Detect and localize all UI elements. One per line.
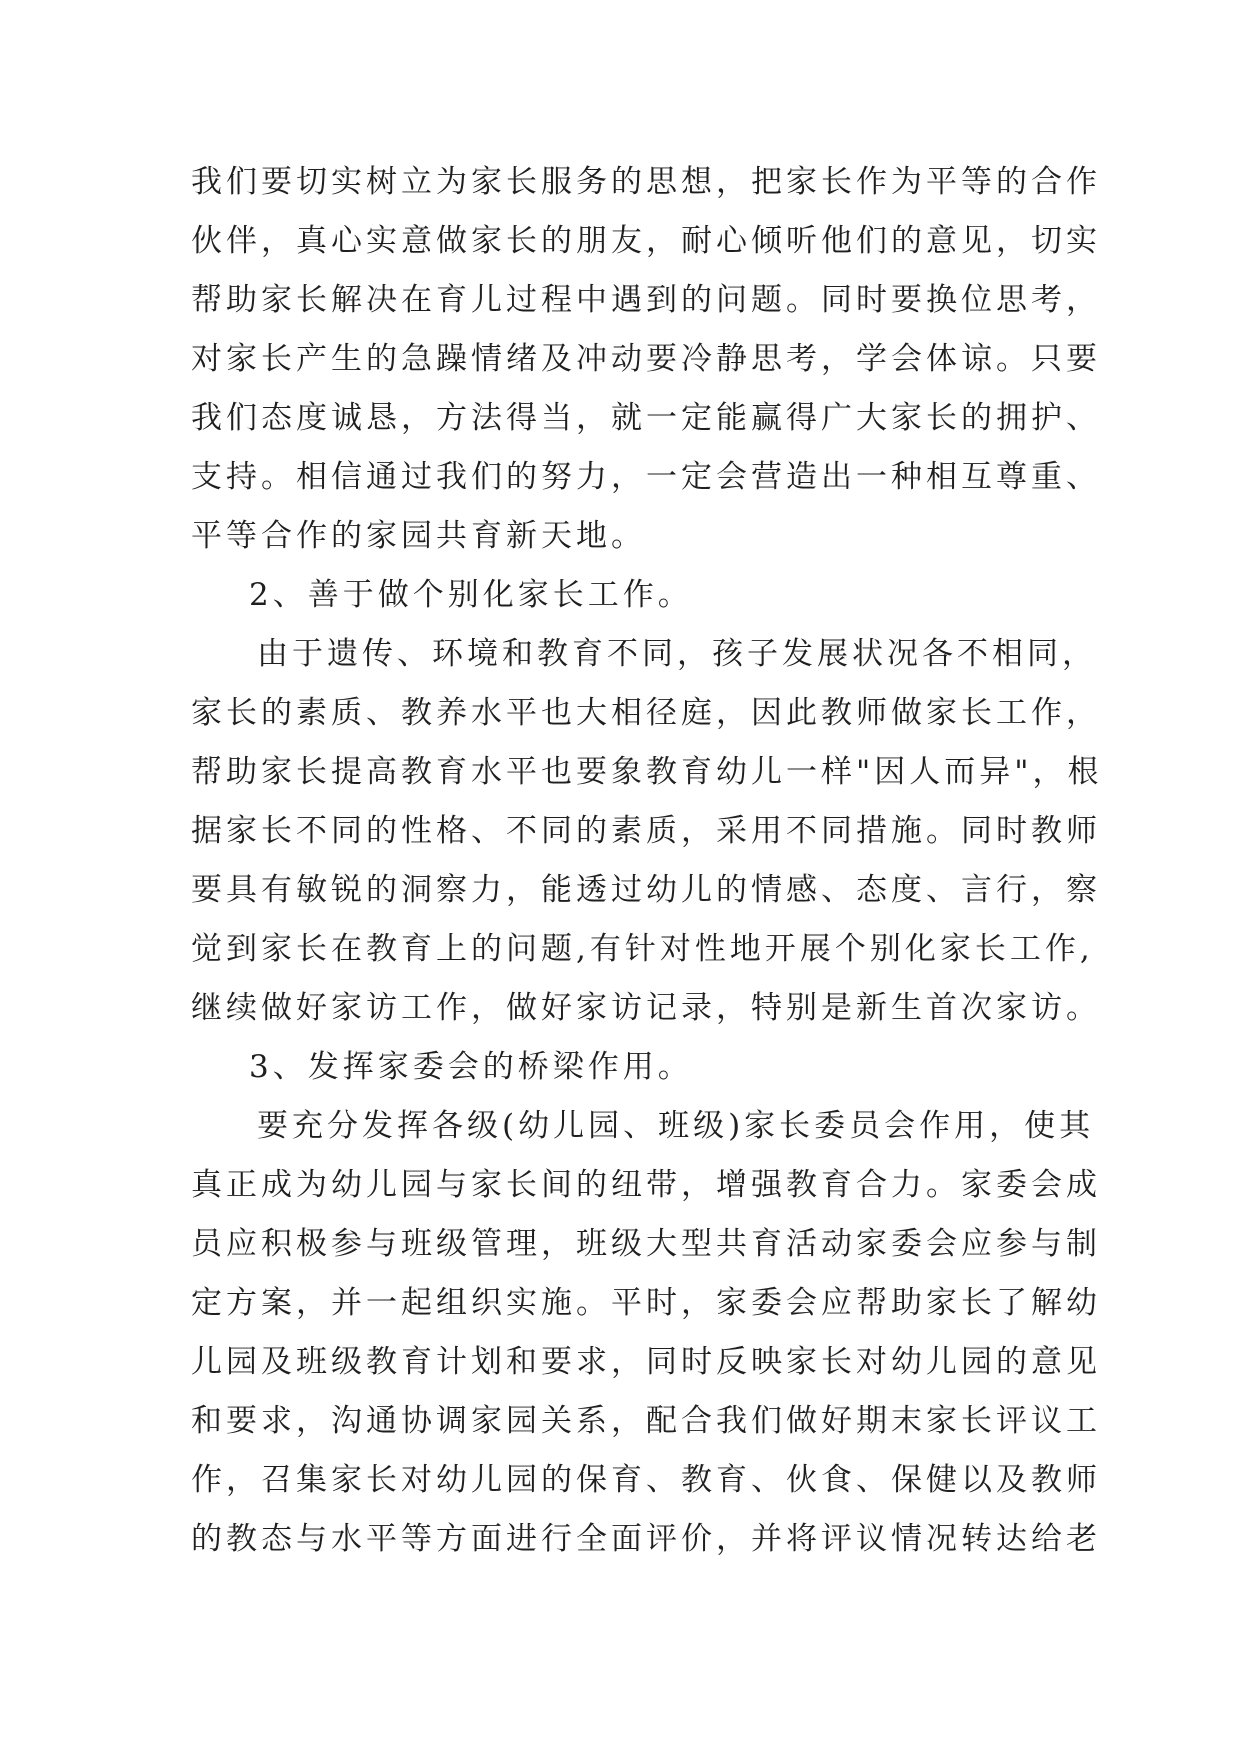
text-line: 由于遗传、环境和教育不同，孩子发展状况各不相同，	[257, 636, 1097, 672]
text-line: 定方案，并一起组织实施。平时，家委会应帮助家长了解幼	[191, 1285, 1101, 1321]
text-line: 伙伴，真心实意做家长的朋友，耐心倾听他们的意见，切实	[191, 223, 1101, 259]
section-heading: 2、善于做个别化家长工作。	[249, 577, 693, 613]
text-line: 觉到家长在教育上的问题,有针对性地开展个别化家长工作,	[191, 931, 1094, 967]
text-line: 员应积极参与班级管理，班级大型共育活动家委会应参与制	[191, 1226, 1101, 1262]
section-heading: 3、发挥家委会的桥梁作用。	[249, 1049, 693, 1085]
text-line: 平等合作的家园共育新天地。	[191, 518, 646, 554]
text-line: 继续做好家访工作，做好家访记录，特别是新生首次家访。	[191, 990, 1101, 1026]
text-line: 据家长不同的性格、不同的素质，采用不同措施。同时教师	[191, 813, 1101, 849]
text-line: 我们要切实树立为家长服务的思想，把家长作为平等的合作	[191, 164, 1101, 200]
text-line: 作，召集家长对幼儿园的保育、教育、伙食、保健以及教师	[191, 1462, 1101, 1498]
text-line: 儿园及班级教育计划和要求，同时反映家长对幼儿园的意见	[191, 1344, 1101, 1380]
text-line: 家长的素质、教养水平也大相径庭，因此教师做家长工作，	[191, 695, 1101, 731]
text-line: 支持。相信通过我们的努力，一定会营造出一种相互尊重、	[191, 459, 1101, 495]
text-line: 要充分发挥各级(幼儿园、班级)家长委员会作用，使其	[257, 1108, 1095, 1144]
body-text	[191, 153, 1103, 1569]
text-line: 和要求，沟通协调家园关系，配合我们做好期末家长评议工	[191, 1403, 1101, 1439]
text-line: 我们态度诚恳，方法得当，就一定能赢得广大家长的拥护、	[191, 400, 1101, 436]
text-line: 帮助家长提高教育水平也要象教育幼儿一样"因人而异"，根	[191, 754, 1103, 790]
text-line: 帮助家长解决在育儿过程中遇到的问题。同时要换位思考，	[191, 282, 1101, 318]
text-line: 对家长产生的急躁情绪及冲动要冷静思考，学会体谅。只要	[191, 341, 1101, 377]
text-line: 的教态与水平等方面进行全面评价，并将评议情况转达给老	[191, 1521, 1101, 1557]
text-line: 要具有敏锐的洞察力，能透过幼儿的情感、态度、言行，察	[191, 872, 1101, 908]
text-line: 真正成为幼儿园与家长间的纽带，增强教育合力。家委会成	[191, 1167, 1101, 1203]
